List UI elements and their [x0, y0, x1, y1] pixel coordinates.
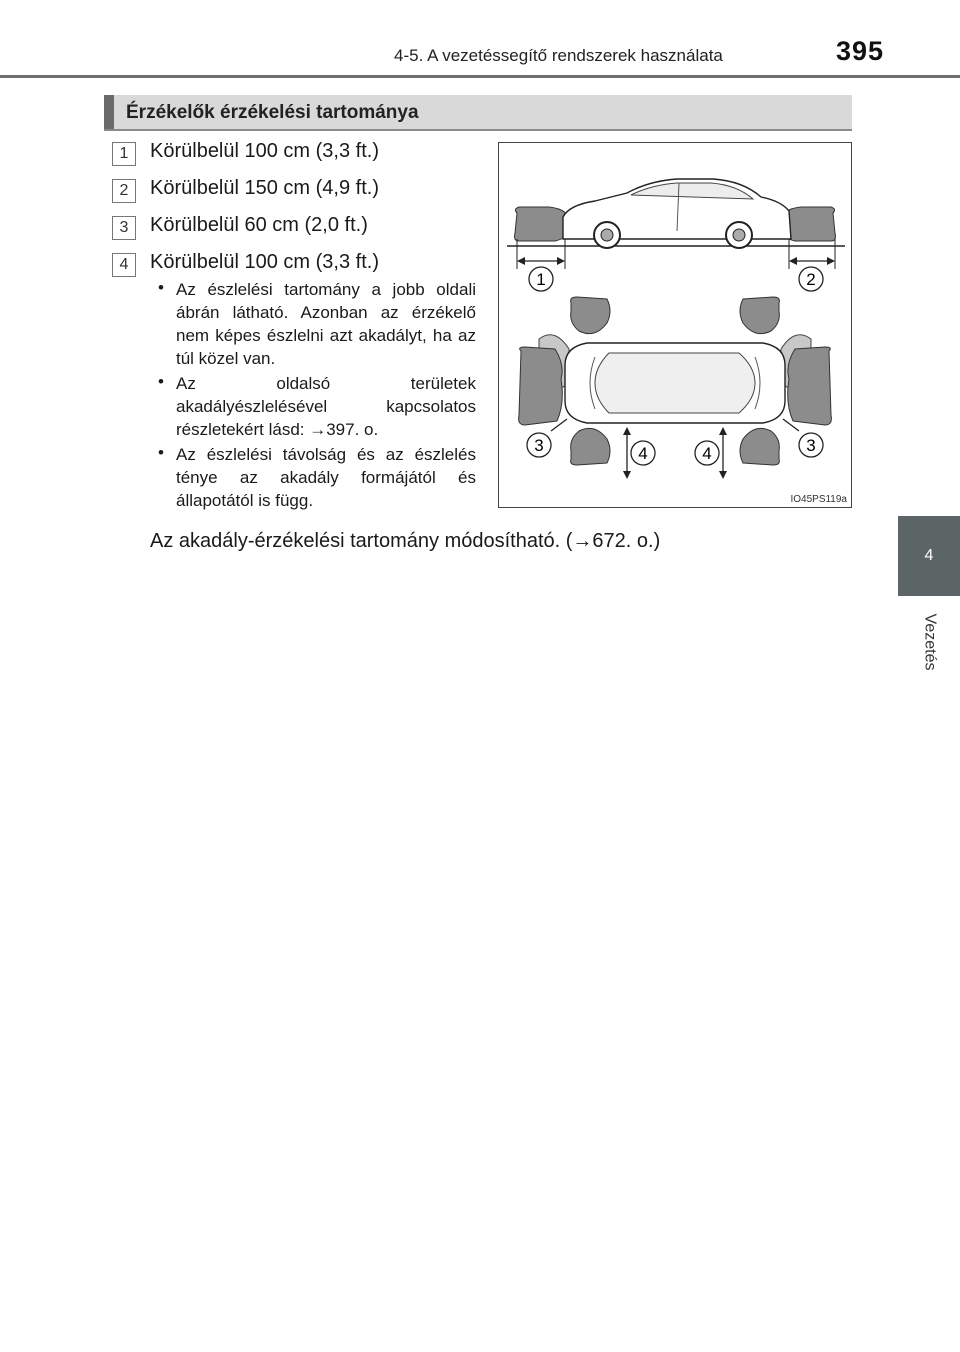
callout-label: 4	[702, 444, 712, 463]
arrow-head	[789, 257, 797, 265]
header-section-title: 4-5. A vezetéssegítő rendszerek használata	[394, 46, 723, 65]
callout-label: 2	[806, 270, 816, 289]
item-text: Körülbelül 100 cm (3,3 ft.)	[150, 140, 379, 162]
front-left-corner-zone	[571, 297, 610, 334]
callout-label: 3	[806, 436, 816, 455]
sensor-range-diagram	[499, 143, 851, 507]
callout-label: 1	[536, 270, 546, 289]
list-item	[112, 214, 482, 251]
chapter-tab[interactable]	[898, 516, 960, 596]
item-text: Körülbelül 60 cm (2,0 ft.)	[150, 214, 368, 236]
callout-label: 4	[638, 444, 648, 463]
side-view	[507, 179, 845, 291]
chapter-label	[898, 598, 960, 686]
front-wheel-hub	[601, 229, 613, 241]
item-number-badge: 4	[112, 253, 136, 277]
item-number-badge: 3	[112, 216, 136, 240]
front-right-corner-zone	[571, 428, 610, 465]
bullet-item	[156, 278, 476, 370]
chapter-number: 4	[924, 547, 934, 564]
top-view	[519, 297, 832, 479]
bullet-item	[156, 372, 476, 441]
adjustable-range-note: Az akadály-érzékelési tartomány módosítható. (→672. o.)	[150, 530, 661, 552]
list-item	[112, 177, 482, 214]
car-roof	[595, 353, 755, 413]
bullet-dot: •	[158, 372, 164, 391]
bullet-text: Az észlelési tartomány a jobb oldali ábrán látható. Azonban az érzékelő nem képes észlelni azt akadályt, ha az túl közel van.	[176, 280, 476, 368]
bullet-dot: •	[158, 443, 164, 462]
rear-left-corner-zone	[740, 297, 779, 334]
arrow-head	[623, 427, 631, 435]
front-end-zone	[519, 347, 563, 425]
sensor-range-figure	[498, 142, 852, 508]
arrow-head	[517, 257, 525, 265]
arrow-head	[719, 471, 727, 479]
callout-label: 3	[534, 436, 544, 455]
section-heading-bar	[104, 95, 852, 131]
rear-wheel-hub	[733, 229, 745, 241]
list-item	[112, 140, 482, 177]
bullet-dot: •	[158, 278, 164, 297]
header-rule	[0, 75, 960, 78]
chapter-label-text: Vezetés	[921, 613, 938, 671]
item-number-badge: 1	[112, 142, 136, 166]
item-number-badge: 2	[112, 179, 136, 203]
arrow-head	[623, 471, 631, 479]
numbered-list	[112, 140, 482, 288]
bullet-item	[156, 443, 476, 512]
rear-right-corner-zone	[740, 428, 779, 465]
arrow-head	[719, 427, 727, 435]
section-title: Érzékelők érzékelési tartománya	[126, 102, 419, 123]
arrow-head	[557, 257, 565, 265]
page-number: 395	[836, 36, 885, 66]
bullet-text: Az oldalsó területek akadályészlelésével kapcsolatos részletekért lásd: →397. o.	[176, 374, 476, 439]
figure-code: IO45PS119a	[790, 494, 847, 505]
bullet-text: Az észlelési távolság és az észlelés ténye az akadály formájától és állapotától is függ.	[176, 445, 476, 510]
arrow-head	[827, 257, 835, 265]
bullet-list	[156, 278, 476, 514]
rear-end-zone	[788, 347, 832, 425]
item-text: Körülbelül 150 cm (4,9 ft.)	[150, 177, 379, 199]
item-text: Körülbelül 100 cm (3,3 ft.)	[150, 251, 379, 273]
